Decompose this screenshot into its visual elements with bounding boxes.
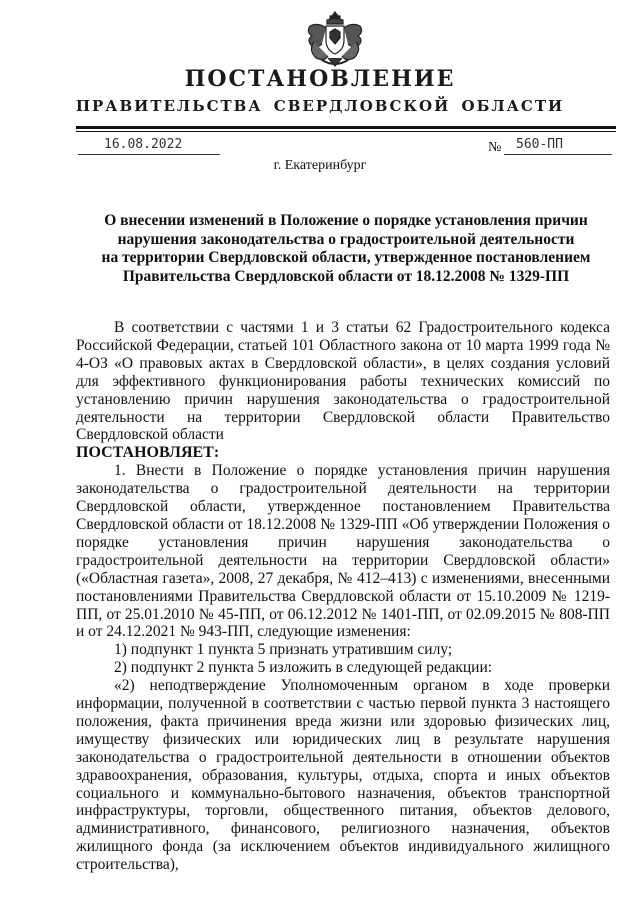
subitem-1-paragraph: 1) подпункт 1 пункта 5 признать утратившим силу; [114,641,453,659]
preamble-paragraph: В соответствии с частями 1 и 3 статьи 62 Градостроительного кодекса Российской Федерации, статьей 101 Областного закона от 10 марта 1999 года № 4-ОЗ «О правовых актах в Свердловской области», в целях создания условий для эффективного функционирования работы технических комиссий по установлению причин нарушения законодательства о градостроительной деятельности на территории Свердловской области Правительство Свердловской области [76,319,610,444]
header-divider-thin [76,131,616,132]
number-sign: № [488,140,502,155]
subitem-2-paragraph: 2) подпункт 2 пункта 5 изложить в следующей редакции: [114,659,493,677]
document-date: 16.08.2022 [104,137,183,152]
document-title-line: О внесении изменений в Положение о порядке установления причин [104,212,588,229]
document-title [76,212,616,286]
document-body [76,319,610,874]
document-title-line: Правительства Свердловской области от 18.12.2008 № 1329-ПП [122,267,570,285]
decree-heading: ПОСТАНОВЛЯЕТ: [76,444,220,462]
city-name: г. Екатеринбург [273,158,367,173]
number-underline [504,154,612,155]
item-1-paragraph: 1. Внести в Положение о порядке установления причин нарушения законодательства о градостроительной деятельности на территории Свердловской области, утвержденное постановлением Правительства Свердловской области от 18.12.2008 № 1329-ПП «Об утверждении Положения о порядке установления причин нарушения законодательства о градостроительной деятельности на территории Свердловской области» («Областная газета», 2008, 27 декабря, № 412–413) с изменениями, внесенными постановлениями Правительства Свердловской области от 15.10.2009 № 1219-ПП, от 25.01.2010 № 45-ПП, от 06.12.2012 № 1401-ПП, от 02.09.2015 № 808-ПП и от 24.12.2021 № 943-ПП, следующие изменения: [76,462,610,641]
header-divider-thick [76,126,616,129]
date-underline [78,154,220,155]
document-title-line: на территории Свердловской области, утвержденное постановлением [101,249,591,266]
document-title-line: нарушения законодательства о градостроительной деятельности [117,230,575,248]
coat-of-arms-icon [300,8,370,72]
issuing-authority-heading: ПРАВИТЕЛЬСТВА СВЕРДЛОВСКОЙ ОБЛАСТИ [75,97,565,115]
quoted-amendment-paragraph: «2) неподтверждение Уполномоченным органом в ходе проверки информации, полученной в соответствии с частью первой пункта 3 настоящего положения, факта причинения вреда жизни или здоровью физических лиц, имуществу физических или юридических лиц в результате нарушения законодательства о градостроительной деятельности в отношении объектов здравоохранения, образования, культуры, отдыха, спорта и иных объектов социального и коммунально-бытового назначения, объектов транспортной инфраструктуры, торговли, общественного питания, объектов делового, административного, финансового, религиозного назначения, объектов жилищного фонда (за исключением объектов индивидуального жилищного строительства), [76,677,610,874]
document-number: 560-ПП [516,137,563,152]
document-type-heading: ПОСТАНОВЛЕНИЕ [184,66,456,92]
